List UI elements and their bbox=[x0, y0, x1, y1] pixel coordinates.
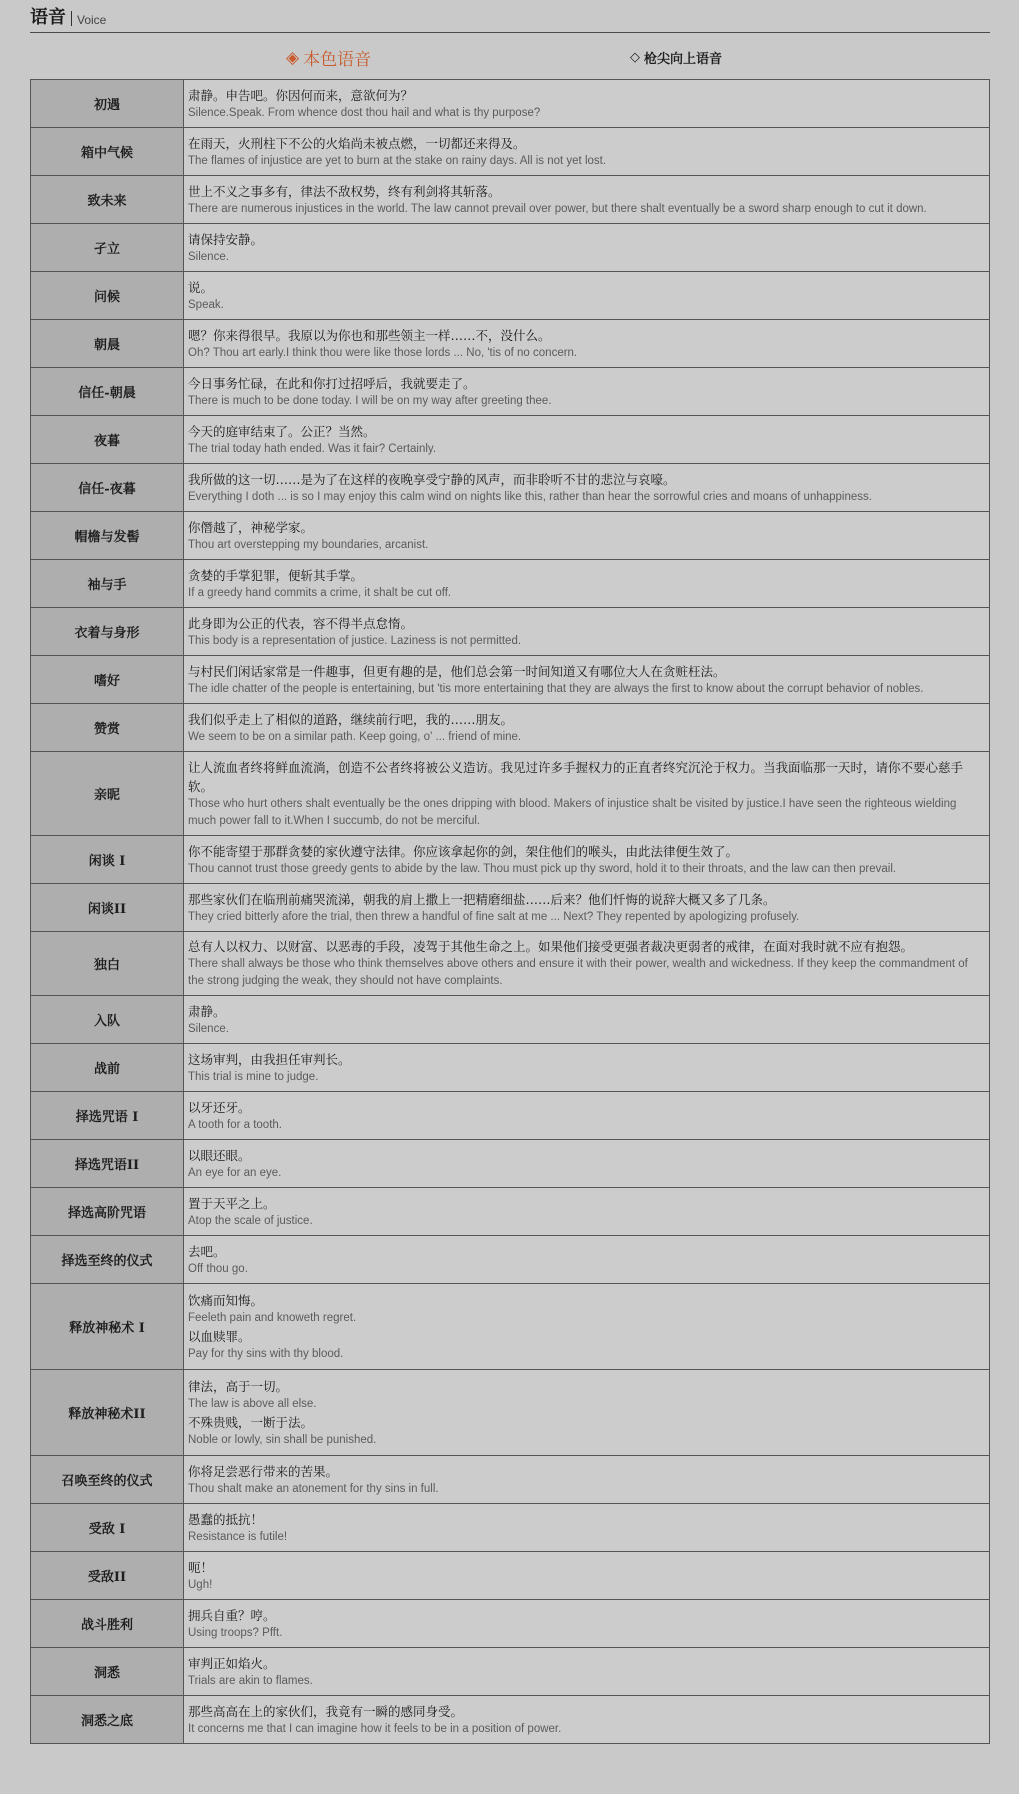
voice-line-chinese: 审判正如焰火。 bbox=[188, 1655, 276, 1671]
voice-line-chinese: 这场审判，由我担任审判长。 bbox=[188, 1051, 351, 1067]
voice-line-chinese: 以眼还眼。 bbox=[188, 1147, 251, 1163]
voice-section bbox=[30, 0, 990, 1744]
voice-line-label: 孑立 bbox=[31, 224, 184, 272]
voice-row bbox=[31, 996, 990, 1044]
voice-row bbox=[31, 416, 990, 464]
voice-line-label: 问候 bbox=[31, 272, 184, 320]
voice-row bbox=[31, 224, 990, 272]
voice-line-english: The trial today hath ended. Was it fair? Certainly. bbox=[188, 442, 437, 455]
voice-row bbox=[31, 1552, 990, 1600]
voice-line-content bbox=[184, 224, 990, 272]
voice-line-content bbox=[184, 272, 990, 320]
voice-line-content bbox=[184, 320, 990, 368]
voice-line-content bbox=[184, 1648, 990, 1696]
voice-line-chinese: 你僭越了，神秘学家。 bbox=[188, 519, 314, 535]
voice-row bbox=[31, 368, 990, 416]
voice-line-label: 亲昵 bbox=[31, 752, 184, 836]
voice-line-english: The flames of injustice are yet to burn at the stake on rainy days. All is not yet lost. bbox=[188, 154, 607, 167]
voice-line-label: 召唤至终的仪式 bbox=[31, 1456, 184, 1504]
voice-row bbox=[31, 1600, 990, 1648]
voice-line-content bbox=[184, 1044, 990, 1092]
voice-line-label: 择选至终的仪式 bbox=[31, 1236, 184, 1284]
voice-line-chinese: 今日事务忙碌，在此和你打过招呼后，我就要走了。 bbox=[188, 375, 476, 391]
voice-line-content bbox=[184, 608, 990, 656]
voice-line-english: Those who hurt others shalt eventually be the ones dripping with blood. Makers of injustice shalt be visited by justice.I have seen the righteous wielding much power fall to it.When I succumb, do not be merciful. bbox=[188, 797, 957, 827]
voice-line-label: 信任-朝晨 bbox=[31, 368, 184, 416]
voice-line-chinese: 你不能寄望于那群贪婪的家伙遵守法律。你应该拿起你的剑，架住他们的喉头，由此法律便生效了。 bbox=[188, 843, 739, 859]
voice-line-content bbox=[184, 656, 990, 704]
voice-line-english: Trials are akin to flames. bbox=[188, 1674, 313, 1687]
voice-line-english: Pay for thy sins with thy blood. bbox=[188, 1347, 344, 1360]
voice-line-content bbox=[184, 1370, 990, 1456]
voice-line-chinese: 说。 bbox=[188, 279, 214, 295]
voice-table bbox=[30, 79, 990, 1744]
voice-row bbox=[31, 1504, 990, 1552]
voice-line-chinese: 饮痛而知悔。 bbox=[188, 1292, 264, 1308]
voice-line-english: A tooth for a tooth. bbox=[188, 1118, 282, 1131]
voice-line-content bbox=[184, 1284, 990, 1370]
voice-line-english: If a greedy hand commits a crime, it shalt be cut off. bbox=[188, 586, 452, 599]
voice-line-english: Feeleth pain and knoweth regret. bbox=[188, 1311, 357, 1324]
voice-line-content bbox=[184, 836, 990, 884]
voice-line-english: This body is a representation of justice. Laziness is not permitted. bbox=[188, 634, 522, 647]
voice-line-content bbox=[184, 1092, 990, 1140]
voice-line-chinese: 请保持安静。 bbox=[188, 231, 264, 247]
voice-line-content bbox=[184, 1504, 990, 1552]
voice-line-english: Silence. bbox=[188, 250, 229, 263]
voice-line-chinese: 肃静。申告吧。你因何而来，意欲何为？ bbox=[188, 87, 414, 103]
voice-line-english: Silence. bbox=[188, 1022, 229, 1035]
voice-line-english: Thou cannot trust those greedy gents to abide by the law. Thou must pick up thy sword, hold it to their throats, and the law can then prevail. bbox=[188, 862, 897, 875]
voice-row bbox=[31, 176, 990, 224]
voice-line-content bbox=[184, 1696, 990, 1744]
voice-line-label: 袖与手 bbox=[31, 560, 184, 608]
voice-line-english: Off thou go. bbox=[188, 1262, 248, 1275]
voice-tabs bbox=[30, 33, 990, 79]
voice-line-english: Atop the scale of justice. bbox=[188, 1214, 313, 1227]
voice-row bbox=[31, 80, 990, 128]
voice-line-label: 择选咒语 I bbox=[31, 1092, 184, 1140]
voice-line-chinese: 我们似乎走上了相似的道路，继续前行吧，我的……朋友。 bbox=[188, 711, 514, 727]
voice-line-english: Oh? Thou art early.I think thou were like those lords ... No, 'tis of no concern. bbox=[188, 346, 578, 359]
diamond-filled-icon: ◈ bbox=[286, 47, 300, 68]
voice-row bbox=[31, 1236, 990, 1284]
voice-line-english: They cried bitterly afore the trial, then threw a handful of fine salt at me ... Next? They repented by apologizing profusely. bbox=[188, 910, 800, 923]
voice-row bbox=[31, 884, 990, 932]
voice-line-label: 释放神秘术II bbox=[31, 1370, 184, 1456]
voice-row bbox=[31, 1696, 990, 1744]
voice-line-content bbox=[184, 1140, 990, 1188]
voice-line-english: Noble or lowly, sin shall be punished. bbox=[188, 1433, 377, 1446]
voice-line-content bbox=[184, 1552, 990, 1600]
voice-row bbox=[31, 560, 990, 608]
voice-line-chinese: 那些高高在上的家伙们，我竟有一瞬的感同身受。 bbox=[188, 1703, 464, 1719]
voice-line-label: 择选高阶咒语 bbox=[31, 1188, 184, 1236]
voice-line-chinese: 肃静。 bbox=[188, 1003, 226, 1019]
voice-row bbox=[31, 752, 990, 836]
voice-line-content bbox=[184, 1188, 990, 1236]
voice-line-english: This trial is mine to judge. bbox=[188, 1070, 319, 1083]
voice-line-content bbox=[184, 884, 990, 932]
voice-line-content bbox=[184, 1456, 990, 1504]
voice-row bbox=[31, 836, 990, 884]
voice-line-label: 初遇 bbox=[31, 80, 184, 128]
tab-spear-up-voice[interactable] bbox=[630, 48, 722, 67]
diamond-outline-icon: ◇ bbox=[630, 50, 640, 65]
voice-line-content bbox=[184, 932, 990, 996]
voice-line-content bbox=[184, 704, 990, 752]
voice-line-content bbox=[184, 996, 990, 1044]
voice-row bbox=[31, 464, 990, 512]
voice-line-english: Thou shalt make an atonement for thy sins in full. bbox=[188, 1482, 439, 1495]
title-divider bbox=[71, 11, 72, 26]
voice-row bbox=[31, 512, 990, 560]
voice-line-content bbox=[184, 1600, 990, 1648]
voice-row bbox=[31, 932, 990, 996]
voice-line-chinese: 嗯？你来得很早。我原以为你也和那些领主一样……不，没什么。 bbox=[188, 327, 551, 343]
voice-line-chinese: 呃！ bbox=[188, 1559, 214, 1575]
voice-line-content bbox=[184, 80, 990, 128]
voice-row bbox=[31, 1140, 990, 1188]
voice-line-label: 受敌II bbox=[31, 1552, 184, 1600]
voice-line-content bbox=[184, 128, 990, 176]
voice-line-label: 致未来 bbox=[31, 176, 184, 224]
voice-line-chinese: 贪婪的手掌犯罪，便斩其手掌。 bbox=[188, 567, 364, 583]
voice-line-label: 入队 bbox=[31, 996, 184, 1044]
voice-line-label: 独白 bbox=[31, 932, 184, 996]
voice-line-chinese: 不殊贵贱，一断于法。 bbox=[188, 1414, 314, 1430]
voice-line-chinese: 去吧。 bbox=[188, 1243, 226, 1259]
voice-row bbox=[31, 1648, 990, 1696]
voice-line-chinese: 我所做的这一切……是为了在这样的夜晚享受宁静的风声，而非聆听不甘的悲泣与哀嚎。 bbox=[188, 471, 676, 487]
voice-line-content bbox=[184, 560, 990, 608]
voice-line-label: 战斗胜利 bbox=[31, 1600, 184, 1648]
voice-row bbox=[31, 320, 990, 368]
voice-line-english: The law is above all else. bbox=[188, 1397, 317, 1410]
voice-row bbox=[31, 128, 990, 176]
voice-line-chinese: 在雨天，火刑柱下不公的火焰尚未被点燃，一切都还来得及。 bbox=[188, 135, 526, 151]
voice-line-english: We seem to be on a similar path. Keep going, o' ... friend of mine. bbox=[188, 730, 522, 743]
voice-row bbox=[31, 272, 990, 320]
voice-line-chinese: 与村民们闲话家常是一件趣事，但更有趣的是，他们总会第一时间知道又有哪位大人在贪赃枉法。 bbox=[188, 663, 726, 679]
voice-line-english: Silence.Speak. From whence dost thou hail and what is thy purpose? bbox=[188, 106, 541, 119]
voice-line-english: There shall always be those who think themselves above others and ensure it with their power, wealth and wickedness. If they keep the commandment of the strong judging the weak, they should not have complaints. bbox=[188, 958, 968, 987]
voice-line-chinese: 你将足尝恶行带来的苦果。 bbox=[188, 1463, 339, 1479]
voice-row bbox=[31, 608, 990, 656]
voice-line-english: Ugh! bbox=[188, 1578, 213, 1591]
voice-row bbox=[31, 1092, 990, 1140]
voice-line-content bbox=[184, 512, 990, 560]
voice-line-content bbox=[184, 752, 990, 836]
tab-original-voice[interactable] bbox=[286, 45, 371, 70]
voice-line-label: 战前 bbox=[31, 1044, 184, 1092]
voice-line-english: Everything I doth ... is so I may enjoy this calm wind on nights like this, rather than hear the sorrowful cries and moans of unhappiness. bbox=[188, 490, 872, 503]
voice-line-chinese: 以血赎罪。 bbox=[188, 1328, 251, 1344]
voice-line-content bbox=[184, 416, 990, 464]
voice-line-chinese: 总有人以权力、以财富、以恶毒的手段，凌驾于其他生命之上。如果他们接受更强者裁决更弱者的戒律，在面对我时就不应有抱怨。 bbox=[188, 939, 914, 954]
voice-line-label: 信任-夜暮 bbox=[31, 464, 184, 512]
voice-line-label: 帽檐与发髻 bbox=[31, 512, 184, 560]
section-title: 语音 bbox=[30, 7, 66, 28]
voice-line-content bbox=[184, 176, 990, 224]
voice-row bbox=[31, 1044, 990, 1092]
voice-line-label: 洞悉之底 bbox=[31, 1696, 184, 1744]
voice-line-label: 衣着与身形 bbox=[31, 608, 184, 656]
voice-line-label: 箱中气候 bbox=[31, 128, 184, 176]
voice-line-chinese: 今天的庭审结束了。公正？当然。 bbox=[188, 423, 376, 439]
voice-line-label: 择选咒语II bbox=[31, 1140, 184, 1188]
voice-line-label: 洞悉 bbox=[31, 1648, 184, 1696]
voice-line-chinese: 那些家伙们在临刑前痛哭流涕，朝我的肩上撒上一把精磨细盐……后来？他们忏悔的说辞大概又多了几条。 bbox=[188, 891, 776, 907]
tab-label: 本色语音 bbox=[303, 50, 372, 70]
voice-line-chinese: 让人流血者终将鲜血流淌，创造不公者终将被公义造访。我见过许多手握权力的正直者终究沉沦于权力。当我面临那一天时，请你不要心慈手软。 bbox=[188, 759, 964, 794]
section-header bbox=[30, 0, 990, 33]
voice-line-english: An eye for an eye. bbox=[188, 1166, 282, 1179]
voice-line-english: It concerns me that I can imagine how it feels to be in a position of power. bbox=[188, 1722, 562, 1735]
voice-line-english: Speak. bbox=[188, 298, 224, 311]
tab-label: 枪尖向上语音 bbox=[644, 52, 723, 67]
voice-line-chinese: 以牙还牙。 bbox=[188, 1099, 251, 1115]
voice-line-label: 闲谈II bbox=[31, 884, 184, 932]
voice-line-content bbox=[184, 1236, 990, 1284]
voice-line-chinese: 此身即为公正的代表，容不得半点怠惰。 bbox=[188, 615, 414, 631]
voice-row bbox=[31, 704, 990, 752]
section-subtitle: Voice bbox=[77, 13, 107, 27]
voice-line-chinese: 愚蠢的抵抗！ bbox=[188, 1511, 264, 1527]
voice-line-english: There is much to be done today. I will be on my way after greeting thee. bbox=[188, 394, 552, 407]
voice-line-english: Resistance is futile! bbox=[188, 1530, 288, 1543]
voice-line-label: 嗜好 bbox=[31, 656, 184, 704]
voice-line-english: Thou art overstepping my boundaries, arcanist. bbox=[188, 538, 429, 551]
voice-row bbox=[31, 1284, 990, 1370]
voice-line-label: 夜暮 bbox=[31, 416, 184, 464]
voice-line-label: 闲谈 I bbox=[31, 836, 184, 884]
voice-line-content bbox=[184, 464, 990, 512]
voice-line-label: 赞赏 bbox=[31, 704, 184, 752]
voice-line-label: 释放神秘术 I bbox=[31, 1284, 184, 1370]
voice-row bbox=[31, 1456, 990, 1504]
voice-line-english: Using troops? Pfft. bbox=[188, 1626, 283, 1639]
voice-line-chinese: 律法，高于一切。 bbox=[188, 1378, 289, 1394]
voice-line-chinese: 置于天平之上。 bbox=[188, 1195, 276, 1211]
voice-line-chinese: 拥兵自重？哼。 bbox=[188, 1607, 276, 1623]
voice-row bbox=[31, 1370, 990, 1456]
voice-line-chinese: 世上不义之事多有，律法不敌权势，终有利剑将其斩落。 bbox=[188, 183, 501, 199]
voice-line-label: 朝晨 bbox=[31, 320, 184, 368]
voice-line-content bbox=[184, 368, 990, 416]
voice-row bbox=[31, 656, 990, 704]
voice-line-label: 受敌 I bbox=[31, 1504, 184, 1552]
voice-line-english: The idle chatter of the people is entertaining, but 'tis more entertaining that they are always the first to know about the corrupt behavior of nobles. bbox=[188, 682, 924, 695]
voice-row bbox=[31, 1188, 990, 1236]
voice-line-english: There are numerous injustices in the world. The law cannot prevail over power, but there shalt eventually be a sword sharp enough to cut it down. bbox=[188, 202, 927, 215]
